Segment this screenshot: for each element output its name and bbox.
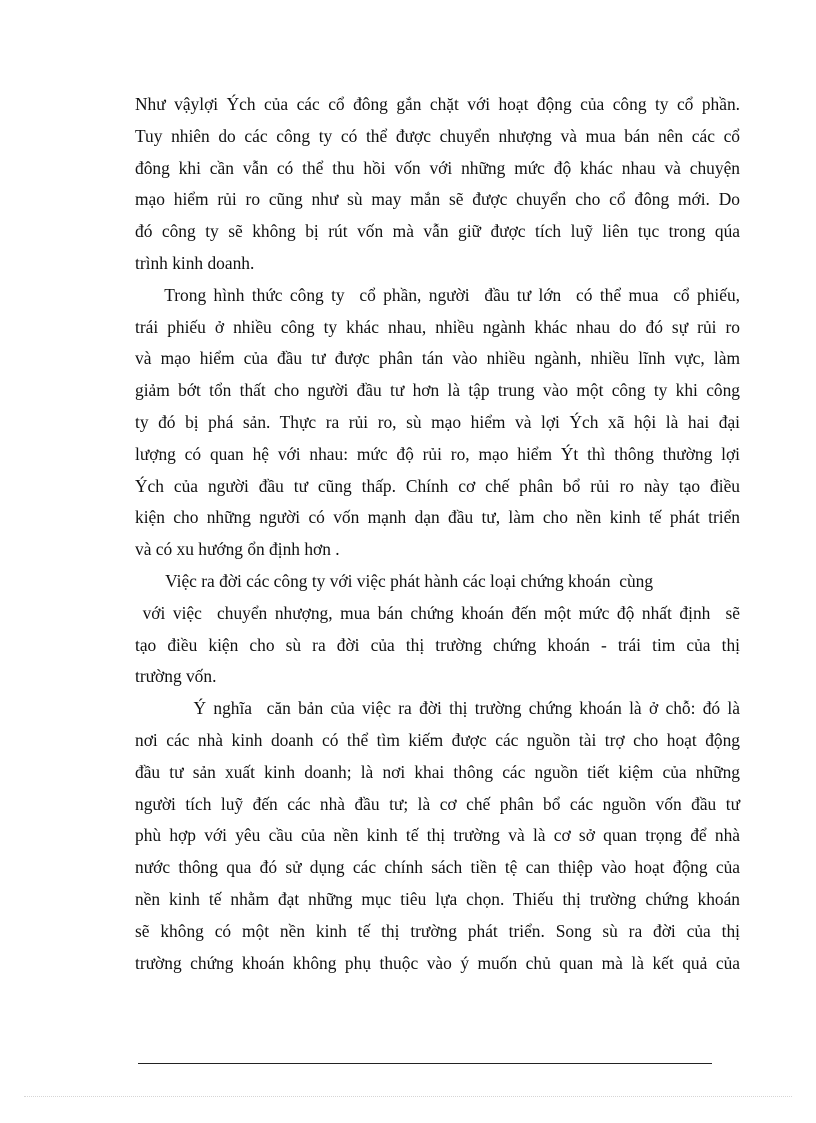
text-line: Ých của người đầu tư cũng thấp. Chính cơ chế phân bổ rủi ro này tạo điều [135,475,740,496]
text-line: với việc chuyển nhượng, mua bán chứng khoán đến một mức độ nhất định sẽ [135,602,740,623]
footer-rule [138,1063,712,1064]
paragraph-1 [135,89,740,280]
text-line: trình kinh doanh. [135,252,255,273]
text-line: người tích luỹ đến các nhà đầu tư; là cơ chế phân bổ các nguồn vốn đầu tư [135,793,740,814]
text-line: đầu tư sản xuất kinh doanh; là nơi khai thông các nguồn tiết kiệm của những [135,761,740,782]
text-line: ty đó bị phá sản. Thực ra rủi ro, sù mạo hiểm và lợi Ých xã hội là hai đại [135,411,740,432]
text-line: Như vậylợi Ých của các cổ đông gắn chặt với hoạt động của công ty cổ phần. [135,94,740,114]
text-line: mạo hiểm rủi ro cũng như sù may mắn sẽ được chuyển cho cổ đông mới. Do [135,189,740,210]
text-line: trường vốn. [135,666,217,687]
text-line: và có xu hướng ổn định hơn . [135,539,340,560]
paragraph-2 [135,280,740,566]
text-line: Tuy nhiên do các công ty có thể được chuyển nhượng và mua bán nên các cổ [135,125,740,146]
text-line: nơi các nhà kinh doanh có thể tìm kiếm được các nguồn tài trợ cho hoạt động [135,729,740,750]
text-line: sẽ không có một nền kinh tế thị trường phát triển. Song sù ra đời của thị [135,920,740,941]
text-line: nền kinh tế nhằm đạt những mục tiêu lựa chọn. Thiếu thị trường chứng khoán [135,888,740,909]
text-line: trường chứng khoán không phụ thuộc vào ý muốn chủ quan mà là kết quả của [135,952,740,973]
text-line: kiện cho những người có vốn mạnh dạn đầu tư, làm cho nền kinh tế phát triển [135,507,740,528]
text-line: trái phiếu ở nhiều công ty khác nhau, nhiều ngành khác nhau do đó sự rủi ro [135,316,740,337]
text-line: và mạo hiểm của đầu tư được phân tán vào nhiều ngành, nhiều lĩnh vực, làm [135,348,740,369]
body-text [135,89,740,979]
paragraph-4 [135,693,740,979]
text-line: giảm bớt tổn thất cho người đầu tư hơn là tập trung vào một công ty khi công [135,380,740,401]
text-line: Trong hình thức công ty cổ phần, người đầu tư lớn có thể mua cổ phiếu, [135,284,740,305]
paragraph-3 [135,566,740,693]
text-line: Ý nghĩa căn bản của việc ra đời thị trường chứng khoán là ở chỗ: đó là [135,698,740,719]
text-line: Việc ra đời các công ty với việc phát hành các loại chứng khoán cùng [135,570,654,591]
text-line: nước thông qua đó sử dụng các chính sách tiền tệ can thiệp vào hoạt động của [135,857,740,878]
text-line: đó công ty sẽ không bị rút vốn mà vẫn giữ được tích luỹ liên tục trong qúa [135,221,740,242]
text-line: tạo điều kiện cho sù ra đời của thị trường chứng khoán - trái tim của thị [135,634,740,655]
text-line: lượng có quan hệ với nhau: mức độ rủi ro, mạo hiểm Ýt thì thông thường lợi [135,443,740,464]
text-line: phù hợp với yêu cầu của nền kinh tế thị trường và là cơ sở quan trọng để nhà [135,825,740,846]
text-line: đông khi cần vẫn có thể thu hồi vốn với những mức độ khác nhau và chuyện [135,157,740,178]
page-bottom-edge [24,1096,792,1097]
